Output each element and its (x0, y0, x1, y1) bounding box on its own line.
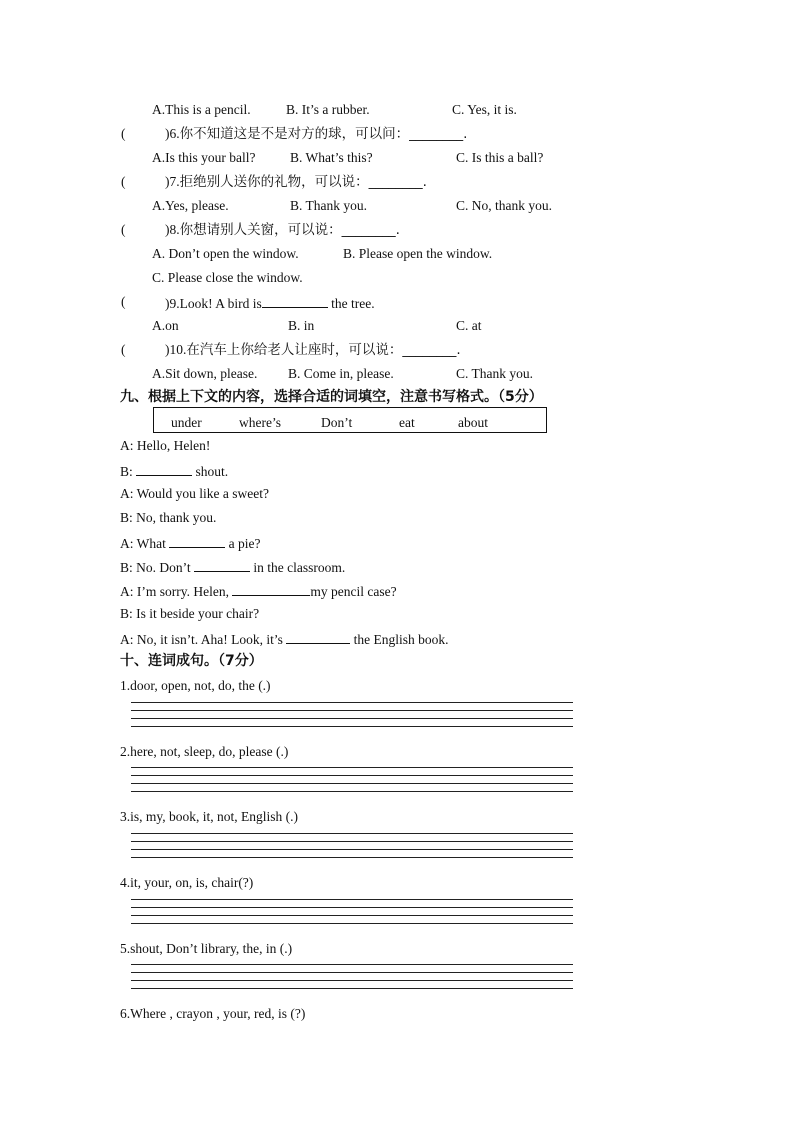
dialogue-blank (136, 462, 192, 476)
dialogue-line (120, 438, 210, 454)
q9-text-after: the tree. (327, 296, 375, 311)
dialogue-text: A: I’m sorry. Helen, (120, 584, 233, 599)
q6-stem (165, 126, 467, 142)
q10-option-c: C. Thank you. (456, 366, 533, 381)
dialogue-text: my pencil case? (310, 584, 397, 599)
q9-number: )9. (165, 296, 180, 311)
q6-option-a: A.Is this your ball? (152, 150, 256, 165)
q5-option-c: C. Yes, it is. (452, 102, 517, 117)
q6-option-b: B. What’s this? (290, 150, 373, 165)
q8-answer-paren: ( (121, 222, 126, 237)
q6-option-c: C. Is this a ball? (456, 150, 544, 165)
q7-option-b: B. Thank you. (290, 198, 367, 213)
q10-option-b: B. Come in, please. (288, 366, 394, 381)
section9-title: 九、根据上下文的内容，选择合适的词填空，注意书写格式。（5分） (120, 389, 543, 405)
q9-option-b: B. in (288, 318, 315, 333)
dialogue-line (120, 606, 259, 622)
reorder-item-4: 4.it, your, on, is, chair(?) (120, 875, 254, 890)
q9-stem (165, 294, 375, 312)
dialogue-blank (232, 582, 310, 596)
q7-text: 拒绝别人送你的礼物，可以说：________. (179, 174, 427, 190)
dialogue-text: the English book. (350, 632, 449, 647)
dialogue-line (120, 462, 228, 480)
dialogue-text: A: What (120, 536, 170, 551)
q5-option-a: A.This is a pencil. (152, 102, 251, 117)
reorder-item-2: 2.here, not, sleep, do, please (.) (120, 744, 289, 759)
dialogue-text: A: Hello, Helen! (120, 438, 211, 453)
q6-answer-paren: ( (121, 126, 126, 141)
q10-answer-paren: ( (121, 342, 126, 357)
q7-number: )7. (165, 174, 180, 189)
q6-text: 你不知道这是不是对方的球，可以问：________. (179, 126, 468, 142)
dialogue-text: B: Is it beside your chair? (120, 606, 260, 621)
q9-text-before: Look! A bird is (179, 296, 262, 311)
q10-option-a: A.Sit down, please. (152, 366, 258, 381)
word-bank-item: about (458, 415, 488, 430)
dialogue-text: B: No. Don’t (120, 560, 195, 575)
dialogue-text: A: Would you like a sweet? (120, 486, 270, 501)
q9-option-a: A.on (152, 318, 179, 333)
q10-stem (165, 342, 461, 358)
word-bank-item: eat (399, 415, 415, 430)
dialogue-line (120, 630, 449, 648)
reorder-item-3: 3.is, my, book, it, not, English (.) (120, 809, 298, 824)
dialogue-text: B: No, thank you. (120, 510, 217, 525)
reorder-item-1: 1.door, open, not, do, the (.) (120, 678, 271, 693)
dialogue-line (120, 510, 216, 526)
dialogue-line (120, 486, 269, 502)
q9-blank (262, 294, 328, 308)
q9-answer-paren: ( (121, 294, 126, 309)
word-bank-item: where’s (239, 415, 281, 430)
dialogue-text: A: No, it isn’t. Aha! Look, it’s (120, 632, 287, 647)
dialogue-text: B: (120, 464, 137, 479)
word-bank-item: Don’t (321, 415, 353, 430)
q6-number: )6. (165, 126, 180, 141)
q8-option-c: C. Please close the window. (152, 270, 303, 285)
dialogue-line (120, 534, 260, 552)
q9-option-c: C. at (456, 318, 482, 333)
q10-number: )10. (165, 342, 187, 357)
dialogue-text: shout. (192, 464, 229, 479)
q10-text: 在汽车上你给老人让座时，可以说：________. (186, 342, 461, 358)
dialogue-text: in the classroom. (250, 560, 346, 575)
dialogue-blank (286, 630, 350, 644)
q8-text: 你想请别人关窗，可以说：________. (179, 222, 400, 238)
q7-option-a: A.Yes, please. (152, 198, 229, 213)
q7-stem (165, 174, 427, 190)
reorder-item-6: 6.Where , crayon , your, red, is (?) (120, 1006, 306, 1021)
q5-option-b: B. It’s a rubber. (286, 102, 370, 117)
dialogue-text: a pie? (225, 536, 261, 551)
q8-option-b: B. Please open the window. (343, 246, 493, 261)
dialogue-blank (194, 558, 250, 572)
q8-number: )8. (165, 222, 180, 237)
dialogue-blank (169, 534, 225, 548)
q7-answer-paren: ( (121, 174, 126, 189)
word-bank-item: under (171, 415, 202, 430)
dialogue-line (120, 582, 397, 600)
q8-option-a: A. Don’t open the window. (152, 246, 299, 261)
reorder-item-5: 5.shout, Don’t library, the, in (.) (120, 941, 293, 956)
dialogue-line (120, 558, 345, 576)
section10-title: 十、连词成句。（7分） (120, 653, 263, 669)
q8-stem (165, 222, 400, 238)
q7-option-c: C. No, thank you. (456, 198, 552, 213)
word-bank (153, 407, 547, 433)
